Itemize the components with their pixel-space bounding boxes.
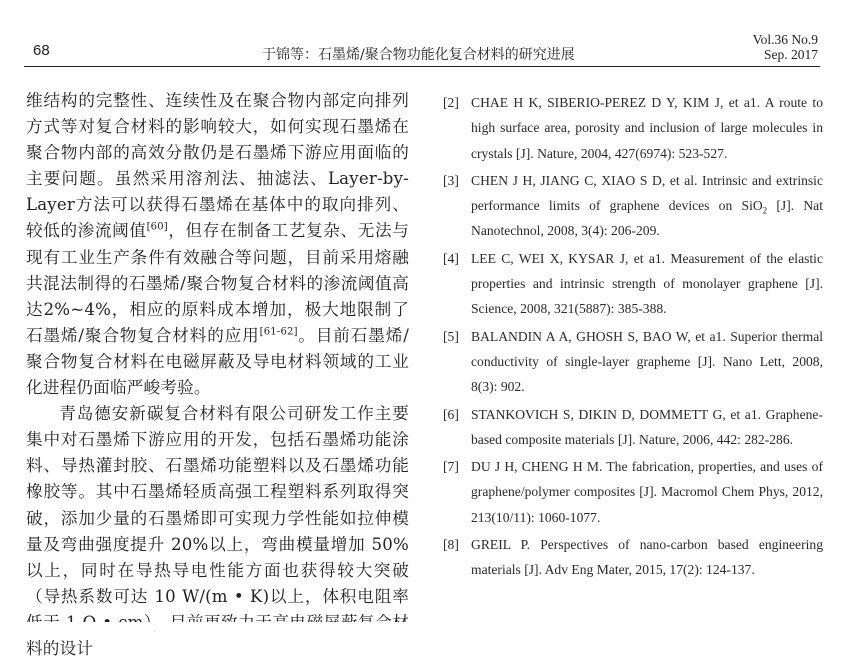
page-number: 68 [33, 42, 50, 59]
reference-number: [7] [443, 459, 459, 475]
reference-text: DU J H, CHENG H M. The fabrication, properties, and uses of graphene/polymer composites [J]. Macromol Chem Phys, 2012, 213(10/11): 1060-1077. [471, 459, 823, 525]
reference-item [443, 402, 823, 453]
reference-text: STANKOVICH S, DIKIN D, DOMMETT G, et a1. Graphene-based composite materials [J]. Nature, 2006, 442: 282-286. [471, 406, 823, 447]
page-header [0, 0, 844, 68]
reference-item [443, 324, 823, 400]
paragraph-1 [26, 88, 409, 401]
header-rule [24, 66, 820, 67]
reference-number: [6] [443, 406, 459, 422]
body-text-column [26, 88, 409, 662]
reference-item [443, 454, 823, 530]
citation-61-62: [61-62] [259, 326, 298, 338]
subscript: 2 [762, 205, 768, 216]
bottom-crop [0, 622, 844, 631]
paragraph-1-part-c: 。目前石墨烯/聚合物复合材料在电磁屏蔽及导电材料领域的工业化进程仍面临严峻考验。 [26, 325, 409, 398]
reference-number: [2] [443, 95, 459, 110]
reference-text: LEE C, WEI X, KYSAR J, et a1. Measurement of the elastic properties and intrinsic strength of monolayer graphene [J]. Science, 2008, 321(5887): 385-388. [471, 250, 823, 317]
reference-item [443, 168, 823, 244]
reference-number: [5] [443, 328, 459, 344]
volume-label: Vol.36 No.9 [752, 32, 818, 47]
reference-number: [8] [443, 537, 459, 553]
date-label: Sep. 2017 [764, 47, 818, 62]
reference-item [443, 532, 823, 583]
reference-text-part: [J]. Nat Nanotechnol, 2008, 3(4): 206-209. [471, 198, 823, 239]
reference-item [443, 90, 823, 166]
reference-list [443, 90, 823, 585]
paragraph-1-part-a: 维结构的完整性、连续性及在聚合物内部定向排列方式等对复合材料的影响较大，如何实现石墨烯在聚合物内部的高效分散仍是石墨烯下游应用面临的主要问题。虽然采用溶剂法、抽滤法、Layer-by-Layer方法可以获得石墨烯在基体中的取向排列、较低的渗流阈值 [26, 91, 409, 241]
reference-text: GREIL P. Perspectives of nano-carbon based engineering materials [J]. Adv Eng Mater, 2015, 17(2): 124-137. [471, 537, 823, 578]
reference-text: BALANDIN A A, GHOSH S, BAO W, et a1. Superior thermal conductivity of single-layer grapheme [J]. Nano Lett, 2008, 8(3): 902. [471, 328, 823, 395]
paragraph-1-part-b: ，但存在制备工艺复杂、无法与现有工业生产条件有效融合等问题，目前采用熔融共混法制得的石墨烯/聚合物复合材料的渗流阈值高达2%~4%，相应的原料成本增加，极大地限制了石墨烯/聚合物复合材料的应用 [26, 221, 409, 345]
running-title: 于锦等：石墨烯/聚合物功能化复合材料的研究进展 [262, 47, 575, 63]
reference-text: CHAE H K, SIBERIO-PEREZ D Y, KIM J, et a1. A route to high surface area, porosity and inclusion of large molecules in crystals [J]. Nature, 2004, 427(6974): 523-527. [471, 95, 823, 161]
journal-issue [753, 32, 818, 62]
reference-text [471, 173, 823, 239]
reference-number: [3] [443, 172, 459, 188]
paragraph-2: 青岛德安新碳复合材料有限公司研发工作主要集中对石墨烯下游应用的开发，包括石墨烯功能涂料、导热灌封胶、石墨烯功能塑料以及石墨烯功能橡胶等。其中石墨烯轻质高强工程塑料系列取得突破，添加少量的石墨烯即可实现力学性能如拉伸模量及弯曲强度提升 20%以上，弯曲模量增加 50%以上，同时在导热导电性能方面也获得较大突破（导热系数可达 10 W/(m • K)以上，体积电阻率 料的设计 [26, 404, 409, 658]
reference-item [443, 246, 823, 322]
reference-number: [4] [443, 250, 459, 266]
reference-text-part: CHEN J H, JIANG C, XIAO S D, et al. Intrinsic and extrinsic performance limits of graphene devices on SiO [471, 172, 823, 214]
citation-60: [60] [146, 221, 168, 233]
